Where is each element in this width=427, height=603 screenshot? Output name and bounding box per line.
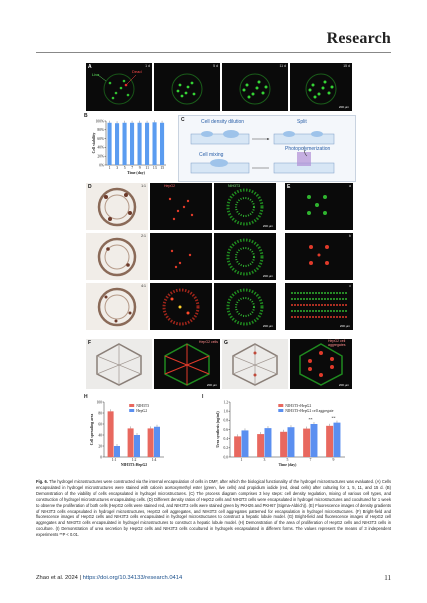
panel-h-label: H — [84, 394, 88, 400]
step-label: Cell density dilution — [201, 119, 245, 125]
fluorescence-tag: HepG2 cells — [198, 340, 218, 344]
bar — [311, 424, 318, 457]
panel-a-day15 — [290, 63, 352, 111]
legend-swatch — [129, 404, 134, 407]
x-tick-label: 1:1 — [111, 458, 117, 463]
x-tick-label: 9 — [332, 458, 335, 463]
panel-e-b — [285, 233, 353, 280]
live-dead-image — [86, 63, 152, 111]
bar — [257, 434, 264, 457]
step-label: Cell mixing — [199, 152, 224, 158]
fluorescence-image — [154, 339, 220, 389]
fluorescence-image — [285, 283, 353, 330]
bar — [334, 423, 341, 457]
brightfield-image — [86, 339, 152, 389]
panel-d-red-2 — [150, 233, 212, 280]
chart-b — [84, 113, 174, 181]
fluorescence-green-image — [214, 283, 276, 330]
panel-d-green-1 — [214, 183, 276, 230]
panel-g-fluorescence — [290, 339, 352, 389]
bar — [154, 427, 160, 457]
ratio-label: 1:1 — [141, 184, 146, 188]
panel-c — [178, 115, 356, 182]
bar — [280, 432, 287, 457]
x-tick-label: 1:2 — [131, 458, 137, 463]
bar — [145, 123, 149, 165]
bar — [303, 429, 310, 457]
panel-b-label: B — [84, 113, 88, 119]
panel-f-label: F — [88, 340, 92, 346]
y-tick-label: 40% — [97, 145, 104, 150]
scale-bar-label: 200 μm — [262, 274, 273, 278]
x-tick-label: 1:4 — [151, 458, 157, 463]
footer-citation — [36, 575, 182, 581]
x-tick-label: 7 — [131, 166, 134, 171]
x-tick-label: 1 — [240, 458, 243, 463]
y-tick-label: 0 — [100, 455, 102, 460]
bar — [130, 123, 134, 165]
page-number: 11 — [384, 574, 391, 582]
fluorescence-red-image — [150, 283, 212, 330]
legend-label: NIH3T3+HepG2 — [285, 403, 312, 408]
legend-swatch — [278, 409, 283, 412]
y-tick-label: 20 — [98, 444, 102, 449]
bar — [108, 123, 112, 165]
brightfield-image — [86, 233, 148, 280]
y-tick-label: 100 — [96, 400, 102, 405]
y-tick-label: 0% — [99, 163, 104, 168]
brightfield-image — [222, 339, 288, 389]
channel-label-red: HepG2 — [164, 184, 176, 188]
x-tick-label: 11 — [145, 166, 150, 171]
panel-d-green-2 — [214, 233, 276, 280]
fluorescence-image — [285, 233, 353, 280]
x-tick-label: 15 — [160, 166, 165, 171]
x-axis-label: NIH3T3:HepG2 — [120, 463, 148, 467]
fluorescence-green-image — [214, 233, 276, 280]
bar — [148, 428, 154, 457]
x-tick-label: 1 — [108, 166, 111, 171]
journal-title: Research — [326, 30, 391, 47]
legend-swatch — [278, 404, 283, 407]
y-tick-label: 1.0 — [223, 409, 228, 414]
y-tick-label: 1.2 — [223, 400, 228, 405]
x-tick-label: 13 — [152, 166, 157, 171]
y-tick-label: 0.0 — [223, 455, 228, 460]
day-label: 1 d — [145, 64, 150, 68]
bar — [160, 123, 164, 165]
figure-label: Fig. 6. — [36, 479, 48, 484]
channel-label-green: NIH3T3 — [228, 184, 241, 188]
panel-d-brightfield-2 — [86, 233, 148, 280]
doi-link[interactable]: https://doi.org/10.34133/research.0414 — [82, 575, 183, 581]
live-label: Live — [92, 72, 100, 77]
y-tick-label: 60% — [97, 136, 104, 141]
panel-e-label: E — [287, 184, 291, 190]
panel-a-day1 — [86, 63, 152, 111]
panel-d-label: D — [88, 184, 92, 190]
bar — [288, 427, 295, 457]
scale-bar-label: 200 μm — [262, 324, 273, 328]
panel-g-brightfield — [222, 339, 288, 389]
panel-e-a — [285, 183, 353, 230]
step-label: Split — [297, 119, 307, 125]
figure-caption — [36, 479, 391, 538]
y-tick-label: 0.8 — [223, 418, 228, 423]
ratio-label: 4:1 — [141, 284, 146, 288]
footer-authors: Zhao et al. 2024 — [36, 575, 78, 581]
panel-d-green-3 — [214, 283, 276, 330]
y-tick-label: 60 — [98, 422, 102, 427]
brightfield-image — [86, 283, 148, 330]
day-label: 15 d — [343, 64, 350, 68]
y-tick-label: 20% — [97, 154, 104, 159]
footer-separator: | — [77, 575, 83, 581]
live-dead-image — [290, 63, 352, 111]
caption-text: The hydrogel microstructures were constructed via the internal encapsulation of cells in DMF, after which the biological functionality of the hydrogel microstructures was evaluated. (A) Cells encapsulated in hydrogel microstructures were stained with calcein acetoxymethyl ester (green, live cells) and propidium iodide (red, dead cells) after culturing for 1, 5, 11, and 15 d. (B) Demonstration of the viability of cells encapsulated in hydrogel microstructures. (C) The process diagram comprises 3 key steps: cell density regulation, mixing of various cell types, and construction of hydrogel microstructures encapsulating cells. (D) Different density ratios of HepG2 cells and NIH3T3 cells were encapsulated in hydrogel microstructures and cocultured for 1 week to observe the proliferation of both cells (HepG2 cells were stained red, and NIH3T3 cells were stained green by PKH26 and PKH67 (Sigma-Aldrich)). (E) Fluorescence images of density gradients of NIH3T3 cells encapsulated in hydrogel microstructures, HepG2 cell aggregates, and NIH3T3 cell aggregates patterned for encapsulation in hydrogel microstructures. (F) Bright-field and fluorescence images of HepG2 cells and NIH3T3 cells encapsulated in hydrogel microstructures to construct a hepatic lobule model. (G) Bright-field and fluorescence images of HepG2 cell aggregates and NIH3T3 cells encapsulated in hydrogel microstructures to construct a hepatic lobule model. (H) Demonstration of the area of proliferation of HepG2 cells and NIH3T3 cells in coculture. (I) Demonstration of urea secretion by HepG2 cells and NIH3T3 cells cocultured in hydrogels encapsulated in different forms. The values represent the means of 3 independent experiments **P < 0.01. — [36, 479, 391, 538]
fluorescence-image — [285, 183, 353, 230]
panel-e-c — [285, 283, 353, 330]
bar — [326, 426, 333, 457]
scale-bar-label: 200 μm — [339, 324, 350, 328]
y-tick-label: 0.2 — [223, 446, 228, 451]
subpanel-tag: a — [349, 184, 351, 188]
bar — [123, 123, 127, 165]
y-tick-label: 80% — [97, 128, 104, 133]
x-tick-label: 3 — [116, 166, 119, 171]
y-axis-label: Cell viability — [92, 132, 96, 154]
header-rule — [36, 52, 391, 53]
bar — [234, 436, 241, 457]
y-axis-label: Urea synthesis (ng/ml) — [216, 411, 220, 448]
legend-label: HepG2 — [136, 408, 148, 413]
x-tick-label: 3 — [263, 458, 266, 463]
panel-i — [200, 394, 356, 472]
fluorescence-red-image — [150, 183, 212, 230]
legend-label: NIH3T3 — [136, 403, 150, 408]
x-tick-label: 9 — [138, 166, 141, 171]
panel-d-brightfield-3 — [86, 283, 148, 330]
y-tick-label: 40 — [98, 433, 102, 438]
scale-bar-label: 200 μm — [338, 105, 349, 109]
legend-label: NIH3T3+HepG2 cell aggregate — [285, 408, 334, 413]
day-label: 5 d — [213, 64, 218, 68]
x-tick-label: 5 — [286, 458, 289, 463]
panel-a-day11 — [222, 63, 288, 111]
x-axis-label: Time (day) — [278, 463, 297, 467]
bar — [115, 123, 119, 165]
day-label: 11 d — [279, 64, 286, 68]
brightfield-image — [86, 183, 148, 230]
x-tick-label: 7 — [309, 458, 312, 463]
bar — [108, 411, 114, 457]
significance-marker: ** — [331, 415, 336, 421]
scale-bar-label: 200 μm — [206, 383, 217, 387]
panel-i-label: I — [202, 394, 204, 400]
bar — [242, 430, 249, 457]
chart-i — [200, 394, 356, 472]
fluorescence-green-image — [214, 183, 276, 230]
y-tick-label: 100% — [95, 119, 104, 124]
bar — [265, 428, 272, 457]
fluorescence-tag: HepG2 cell aggregates — [328, 339, 346, 347]
y-tick-label: 0.6 — [223, 427, 228, 432]
panel-d-red-3 — [150, 283, 212, 330]
bar — [134, 435, 140, 457]
y-tick-label: 80 — [98, 411, 102, 416]
significance-marker: ** — [308, 417, 313, 422]
fluorescence-red-image — [150, 233, 212, 280]
subpanel-tag: c — [349, 284, 351, 288]
bar — [128, 428, 134, 457]
panel-b — [84, 113, 174, 181]
ratio-label: 2:1 — [141, 234, 146, 238]
step-label: Photopolymerization — [285, 146, 331, 152]
y-axis-label: Cell spreading area — [90, 413, 94, 446]
x-tick-label: 5 — [123, 166, 126, 171]
scale-bar-label: 200 μm — [262, 224, 273, 228]
legend-swatch — [129, 409, 134, 412]
panel-a-day5 — [154, 63, 220, 111]
panel-g-label: G — [224, 340, 228, 346]
panel-d-brightfield-1 — [86, 183, 148, 230]
bar — [138, 123, 142, 165]
panel-d-red-1 — [150, 183, 212, 230]
panel-a-label: A — [88, 64, 92, 70]
live-dead-image — [154, 63, 220, 111]
scale-bar-label: 200 μm — [338, 383, 349, 387]
live-dead-image — [222, 63, 288, 111]
panel-c-label: C — [181, 117, 185, 123]
x-axis-label: Time (day) — [127, 171, 145, 175]
panel-f-brightfield — [86, 339, 152, 389]
subpanel-tag: b — [349, 234, 351, 238]
bar — [153, 122, 157, 165]
panel-f-fluorescence — [154, 339, 220, 389]
dead-label: Dead — [132, 69, 142, 74]
bar — [114, 446, 120, 457]
y-tick-label: 0.4 — [223, 436, 228, 441]
